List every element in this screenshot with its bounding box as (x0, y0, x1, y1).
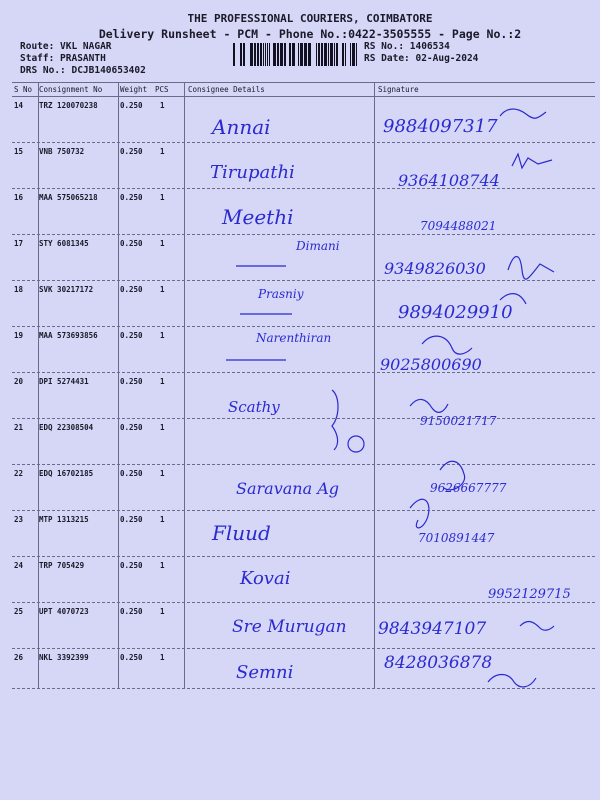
col-consignment: Consignment No (39, 85, 103, 94)
row-pcs: 1 (160, 561, 165, 570)
handwritten-consignee: Dimani (296, 239, 340, 253)
handwritten-consignee: Kovai (240, 568, 291, 589)
row-consignment: SVK 30217172 (39, 285, 94, 294)
row-consignment: VNB 750732 (39, 147, 85, 156)
col-pcs: PCS (155, 85, 169, 94)
row-pcs: 1 (160, 331, 165, 340)
handwritten-phone: 7094488021 (420, 219, 497, 233)
row-sno: 26 (14, 653, 24, 662)
row-weight: 0.250 (120, 607, 143, 616)
signature-scribble (500, 109, 546, 118)
handwritten-consignee: Saravana Ag (236, 479, 339, 498)
handwritten-consignee: Scathy (228, 398, 280, 416)
row-sno: 18 (14, 285, 24, 294)
handwritten-phone: 8428036878 (384, 653, 493, 673)
staff-label: Staff: PRASANTH (20, 53, 106, 64)
handwritten-phone: 9025800690 (380, 355, 482, 374)
signature-scribble (508, 257, 554, 280)
row-weight: 0.250 (120, 101, 143, 110)
row-sno: 16 (14, 193, 24, 202)
row-weight: 0.250 (120, 285, 143, 294)
row-weight: 0.250 (120, 423, 143, 432)
rs-date: RS Date: 02-Aug-2024 (364, 53, 479, 64)
runsheet-title: Delivery Runsheet - PCM - Phone No.:0422-3505555 - Page No.:2 (98, 27, 522, 41)
handwritten-consignee: Semni (236, 662, 294, 683)
handwritten-consignee: Prasniy (258, 287, 304, 301)
row-pcs: 1 (160, 377, 165, 386)
signature-scribble (422, 336, 472, 354)
signature-scribble (410, 499, 429, 528)
row-pcs: 1 (160, 607, 165, 616)
row-consignment: MTP 1313215 (39, 515, 89, 524)
row-consignment: EDQ 22308504 (39, 423, 94, 432)
route-label: Route: VKL NAGAR (20, 41, 112, 52)
row-pcs: 1 (160, 239, 165, 248)
row-sno: 19 (14, 331, 24, 340)
signature-scribble (512, 154, 552, 168)
handwritten-consignee: Meethi (222, 205, 294, 229)
row-consignment: NKL 3392399 (39, 653, 89, 662)
row-consignment: DPI 5274431 (39, 377, 89, 386)
row-pcs: 1 (160, 423, 165, 432)
row-pcs: 1 (160, 653, 165, 662)
handwritten-phone: 9364108744 (398, 171, 500, 190)
col-consignee: Consignee Details (188, 85, 265, 94)
rs-number: RS No.: 1406534 (364, 41, 450, 52)
row-sno: 20 (14, 377, 24, 386)
handwritten-phone: 9349826030 (384, 259, 486, 278)
drs-number: DRS No.: DCJB140653402 (20, 65, 146, 76)
handwritten-consignee: Sre Murugan (232, 617, 347, 637)
row-weight: 0.250 (120, 653, 143, 662)
handwritten-phone: 9843947107 (378, 619, 487, 639)
row-consignment: STY 6081345 (39, 239, 89, 248)
handwritten-consignee: Annai (212, 115, 271, 139)
row-weight: 0.250 (120, 239, 143, 248)
row-pcs: 1 (160, 515, 165, 524)
row-sno: 22 (14, 469, 24, 478)
handwritten-phone: 9952129715 (488, 587, 571, 602)
row-pcs: 1 (160, 285, 165, 294)
signature-scribble (348, 436, 364, 452)
row-sno: 14 (14, 101, 24, 110)
signature-scribble (410, 399, 448, 412)
row-pcs: 1 (160, 193, 165, 202)
handwritten-phone: 9894029910 (398, 302, 513, 323)
row-weight: 0.250 (120, 331, 143, 340)
handwritten-phone: 9626667777 (430, 481, 507, 495)
row-consignment: MAA 575065218 (39, 193, 98, 202)
handwritten-consignee: Fluud (212, 521, 271, 545)
row-sno: 21 (14, 423, 24, 432)
row-sno: 17 (14, 239, 24, 248)
row-consignment: EDQ 16702185 (39, 469, 94, 478)
row-weight: 0.250 (120, 147, 143, 156)
col-weight: Weight (120, 85, 148, 94)
row-consignment: UPT 4070723 (39, 607, 89, 616)
row-sno: 23 (14, 515, 24, 524)
row-consignment: TRP 705429 (39, 561, 85, 570)
handwritten-phone: 9884097317 (383, 116, 498, 137)
signature-scribble (520, 622, 554, 631)
row-sno: 25 (14, 607, 24, 616)
row-weight: 0.250 (120, 377, 143, 386)
col-signature: Signature (378, 85, 419, 94)
signature-scribble (226, 266, 292, 360)
col-sno: S No (14, 85, 33, 94)
row-pcs: 1 (160, 101, 165, 110)
signature-scribble (332, 390, 338, 450)
handwritten-consignee: Tirupathi (210, 162, 295, 183)
row-weight: 0.250 (120, 193, 143, 202)
row-pcs: 1 (160, 147, 165, 156)
row-sno: 24 (14, 561, 24, 570)
signature-scribble (488, 675, 536, 687)
row-sno: 15 (14, 147, 24, 156)
row-pcs: 1 (160, 469, 165, 478)
handwritten-phone: 7010891447 (418, 531, 495, 545)
row-weight: 0.250 (120, 515, 143, 524)
handwritten-phone: 9150021717 (420, 414, 497, 428)
row-consignment: TRZ 120070238 (39, 101, 98, 110)
row-consignment: MAA 573693856 (39, 331, 98, 340)
row-weight: 0.250 (120, 469, 143, 478)
handwritten-consignee: Narenthiran (256, 331, 332, 345)
row-weight: 0.250 (120, 561, 143, 570)
company-title: THE PROFESSIONAL COURIERS, COIMBATORE (187, 12, 433, 25)
